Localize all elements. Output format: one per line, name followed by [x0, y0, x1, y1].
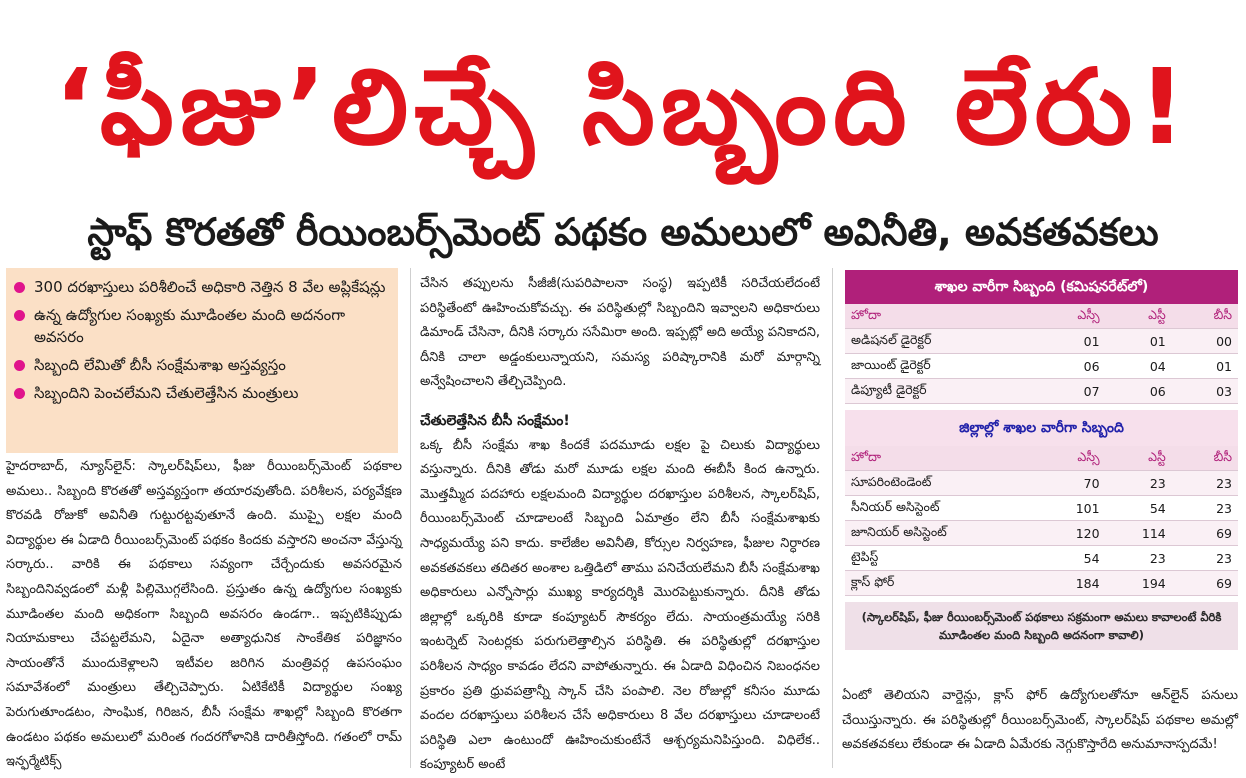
highlights-box: [6, 268, 398, 453]
table-row: అడిషనల్ డైరెక్టర్ 01 01 00: [845, 329, 1238, 354]
subheadline: స్టాఫ్ కొరతతో రీయింబర్స్‌మెంట్ పథకం అమలులో అవినీతి, అవకతవకలు: [87, 210, 1159, 254]
bullet-icon: [14, 360, 25, 371]
article-column-2: [420, 272, 820, 778]
article-subheading: చేతులెత్తేసిన బీసీ సంక్షేమం!: [420, 412, 570, 429]
table2-title: జిల్లాల్లో శాఖల వారీగా సిబ్బంది: [845, 410, 1238, 446]
table-note: (స్కాలర్‌షిప్, ఫీజు రీయింబర్స్‌మెంట్ పథకాలు సక్రమంగా అమలు కావాలంటే వీరికి మూడింతల మంది సిబ్బంది అదనంగా కావాలి): [845, 602, 1238, 650]
highlight-item: సిబ్బందిని పెంచలేమని చేతులెత్తేసిన మంత్రులు: [12, 382, 392, 404]
table1: [845, 304, 1238, 404]
table-row: డిప్యూటీ డైరెక్టర్ 07 06 03: [845, 379, 1238, 404]
article-paragraph: హైదరాబాద్, న్యూస్‌లైన్: స్కాలర్‌షిప్‌లు, ఫీజు రీయింబర్స్‌మెంట్ పథకాల అమలు.. సిబ్బంది కొరతతో అస్తవ్యస్తంగా తయారవుతోంది. పరిశీలన, పర్యవేక్షణ కొరవడి రోజుకో అవినీతి గుట్టురట్టవుతూనే ఉంది. ముప్పై లక్షల మంది విద్యార్థుల ఈ ఏడాది రీయింబర్స్‌మెంట్ పథకం కిందకు వస్తారని అంచనా వేస్తున్న సర్కారు.. వారికి ఈ పథకాలు సవ్యంగా చేర్చేందుకు అవసరమైన సిబ్బందినివ్వడంలో మళ్లీ పిల్లిమొగ్గలేసింది. ప్రస్తుతం ఉన్న ఉద్యోగుల సంఖ్యకు మూడింతల మంది అధికంగా సిబ్బంది అవసరం ఉండగా.. ఇప్పటికిప్పుడు నియామకాలు చేపట్టలేమని, ఏదైనా అత్యాధునిక సాంకేతిక పరిజ్ఞానం సాయంతోనే ముందుకెళ్లాలని ఇటీవల జరిగిన మంత్రివర్గ ఉపసంఘం సమావేశంలో మంత్రులు తేల్చిచెప్పారు. ఏటికేటికీ విద్యార్థుల సంఖ్య పెరుగుతూండటం, సాంఘిక, గిరిజన, బీసీ సంక్షేమ శాఖల్లో సిబ్బంది కొరతగా ఉండటం పథకం అమలులో మరింత గందరగోళానికి దారితీస్తోంది. గతంలో రామ్ ఇన్ఫర్మేటిక్స్: [6, 459, 402, 770]
highlight-item: సిబ్బంది లేమితో బీసీ సంక్షేమశాఖ అస్తవ్యస్తం: [12, 354, 392, 376]
table-row: జూనియర్ అసిస్టెంట్ 120 114 69: [845, 521, 1238, 546]
table-header-row: హోదా ఎస్సీ ఎస్టీ బీసీ: [845, 304, 1238, 329]
article-column-1: [6, 455, 402, 775]
table2: [845, 446, 1238, 596]
highlight-item: 300 దరఖాస్తులు పరిశీలించే అధికారి నెత్తిన 8 వేల అప్లికేషన్లు: [12, 276, 392, 298]
bullet-icon: [14, 282, 25, 293]
table-header-row: హోదా ఎస్సీ ఎస్టీ బీసీ: [845, 446, 1238, 471]
article-paragraph: ఏంటో తెలియని వార్డెన్లు, క్లాస్ ఫోర్ ఉద్యోగులతోనూ ఆన్‌లైన్ పనులు చేయిస్తున్నారు. ఈ పరిస్థితుల్లో రీయింబర్స్‌మెంట్, స్కాలర్‌షిప్ పథకాల అమల్లో అవకతవకలు లేకుండా ఈ ఏడాది ఏమేరకు నెగ్గుకొస్తారేది అనుమానాస్పదమే!: [842, 688, 1238, 753]
bullet-icon: [14, 310, 25, 321]
bullet-icon: [14, 388, 25, 399]
table-row: టైపిస్ట్ 54 23 23: [845, 546, 1238, 571]
headline: ‘ఫీజు’లిచ్చే సిబ్బంది లేరు!: [54, 46, 1192, 168]
column-divider: [832, 268, 833, 768]
table-row: క్లాస్ ఫోర్ 184 194 69: [845, 571, 1238, 596]
staff-table-panel: [845, 270, 1238, 650]
table1-title: శాఖల వారీగా సిబ్బంది (కమిషనరేట్‌లో): [845, 270, 1238, 304]
table-row: సూపరింటెండెంట్ 70 23 23: [845, 471, 1238, 496]
table-row: సీనియర్ అసిస్టెంట్ 101 54 23: [845, 496, 1238, 521]
article-paragraph: ఒక్క బీసీ సంక్షేమ శాఖ కిందకే పదమూడు లక్షల పై చిలుకు విద్యార్థులు వస్తున్నారు. దీనికి తోడు మరో మూడు లక్షల మంది ఈబీసీ కింద ఉన్నారు. మొత్తమ్మీద పదహారు లక్షలమంది విద్యార్థుల దరఖాస్తుల పరిశీలన, స్కాలర్‌షిప్, రీయింబర్స్‌మెంట్ చూడాలంటే సిబ్బంది ఏమాత్రం లేని బీసీ సంక్షేమశాఖకు సాధ్యమయ్యే పని కాదు. కాలేజీల అవినీతి, కోర్సుల నిర్వహణ, ఫీజుల నిర్ధారణ అవకతవకలు తదితర అంశాల ఒత్తిడిలో తాము పనిచేయలేమని బీసీ సంక్షేమశాఖ అధికారులు ఎన్నోసార్లు ముఖ్య కార్యదర్శికి మొరపెట్టుకున్నారు. దీనికి తోడు జిల్లాల్లో ఒక్కరికి కూడా కంప్యూటర్ సౌకర్యం లేదు. సాయంత్రమయ్యే సరికి ఇంటర్నెట్ సెంటర్లకు పరుగులెత్తాల్సిన పరిస్థితి. ఈ పరిస్థితుల్లో దరఖాస్తుల పరిశీలన సాధ్యం కావడం లేదని వాపోతున్నారు. ఈ ఏడాది విధించిన నిబంధనల ప్రకారం ప్రతి ధ్రువపత్రాన్నీ స్కాన్ చేసి పంపాలి. నెల రోజుల్లో కనీసం మూడు వందల దరఖాస్తులు పరిశీలన చేసే అధికారులు 8 వేల దరఖాస్తులు చూడాలంటే పరిస్థితి ఎలా ఉంటుందో ఊహించుకుంటేనే ఆశ్చర్యమనిపిస్తుంది. విధిలేక.. కంప్యూటర్ అంటే: [420, 437, 820, 773]
article-column-3: [842, 684, 1238, 758]
table-row: జాయింట్ డైరెక్టర్ 06 04 01: [845, 354, 1238, 379]
column-divider: [410, 268, 411, 768]
article-paragraph: చేసిన తప్పులను సీజీజీ(సుపరిపాలనా సంస్థ) ఇప్పటికీ సరిచేయలేదంటే పరిస్థితేంటో ఊహించుకోవచ్చు. ఈ పరిస్థితుల్లో సిబ్బందిని ఇవ్వాలని అధికారులు డిమాండ్ చేసినా, దీనికి సర్కారు ససేమిరా అంది. ఇప్పట్లో అది అయ్యే పనికాదని, దీనికి చాలా అడ్డంకులున్నాయని, సమస్య పరిష్కారానికి మరో మార్గాన్ని అన్వేషించాలని తేల్చిచెప్పింది.: [420, 276, 820, 390]
highlight-item: ఉన్న ఉద్యోగుల సంఖ్యకు మూడింతల మంది అదనంగా అవసరం: [12, 304, 392, 348]
